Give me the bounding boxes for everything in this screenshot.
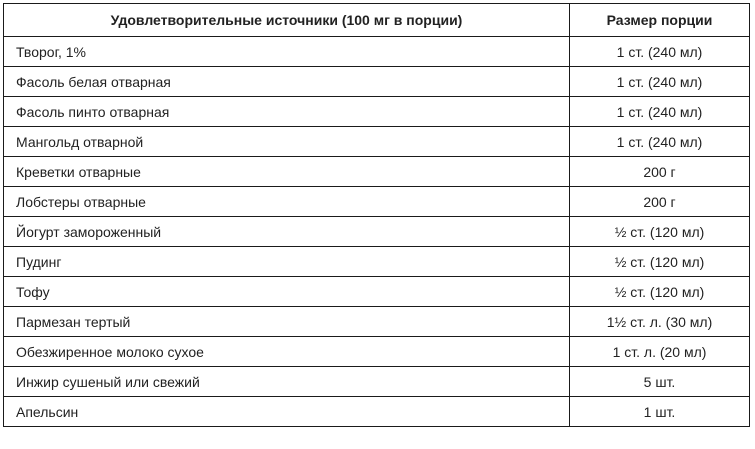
table-row <box>4 307 750 337</box>
table-row <box>4 97 750 127</box>
food-name-cell: Лобстеры отварные <box>4 187 570 217</box>
serving-size-cell: ½ ст. (120 мл) <box>570 247 750 277</box>
table-row <box>4 127 750 157</box>
sources-table-container <box>3 3 750 427</box>
table-row <box>4 397 750 427</box>
serving-size-cell: 1½ ст. л. (30 мл) <box>570 307 750 337</box>
food-name-cell: Пудинг <box>4 247 570 277</box>
table-row <box>4 337 750 367</box>
food-name-cell: Инжир сушеный или свежий <box>4 367 570 397</box>
serving-size-cell: 200 г <box>570 157 750 187</box>
food-name-cell: Фасоль пинто отварная <box>4 97 570 127</box>
table-row <box>4 217 750 247</box>
table-row <box>4 247 750 277</box>
food-name-cell: Тофу <box>4 277 570 307</box>
serving-size-cell: 1 шт. <box>570 397 750 427</box>
serving-size-cell: 1 ст. (240 мл) <box>570 67 750 97</box>
food-name-cell: Апельсин <box>4 397 570 427</box>
food-name-cell: Творог, 1% <box>4 37 570 67</box>
serving-size-cell: ½ ст. (120 мл) <box>570 277 750 307</box>
table-row <box>4 37 750 67</box>
food-name-cell: Мангольд отварной <box>4 127 570 157</box>
food-name-cell: Йогурт замороженный <box>4 217 570 247</box>
table-row <box>4 67 750 97</box>
serving-size-cell: ½ ст. (120 мл) <box>570 217 750 247</box>
table-row <box>4 157 750 187</box>
table-row <box>4 187 750 217</box>
serving-size-cell: 1 ст. (240 мл) <box>570 37 750 67</box>
serving-size-cell: 1 ст. л. (20 мл) <box>570 337 750 367</box>
table-header-row <box>4 4 750 37</box>
column-header-sources: Удовлетворительные источники (100 мг в порции) <box>4 4 570 37</box>
column-header-serving: Размер порции <box>570 4 750 37</box>
food-name-cell: Пармезан тертый <box>4 307 570 337</box>
calcium-sources-table <box>3 3 750 427</box>
table-row <box>4 367 750 397</box>
serving-size-cell: 1 ст. (240 мл) <box>570 97 750 127</box>
food-name-cell: Креветки отварные <box>4 157 570 187</box>
serving-size-cell: 200 г <box>570 187 750 217</box>
food-name-cell: Фасоль белая отварная <box>4 67 570 97</box>
serving-size-cell: 5 шт. <box>570 367 750 397</box>
table-row <box>4 277 750 307</box>
food-name-cell: Обезжиренное молоко сухое <box>4 337 570 367</box>
serving-size-cell: 1 ст. (240 мл) <box>570 127 750 157</box>
